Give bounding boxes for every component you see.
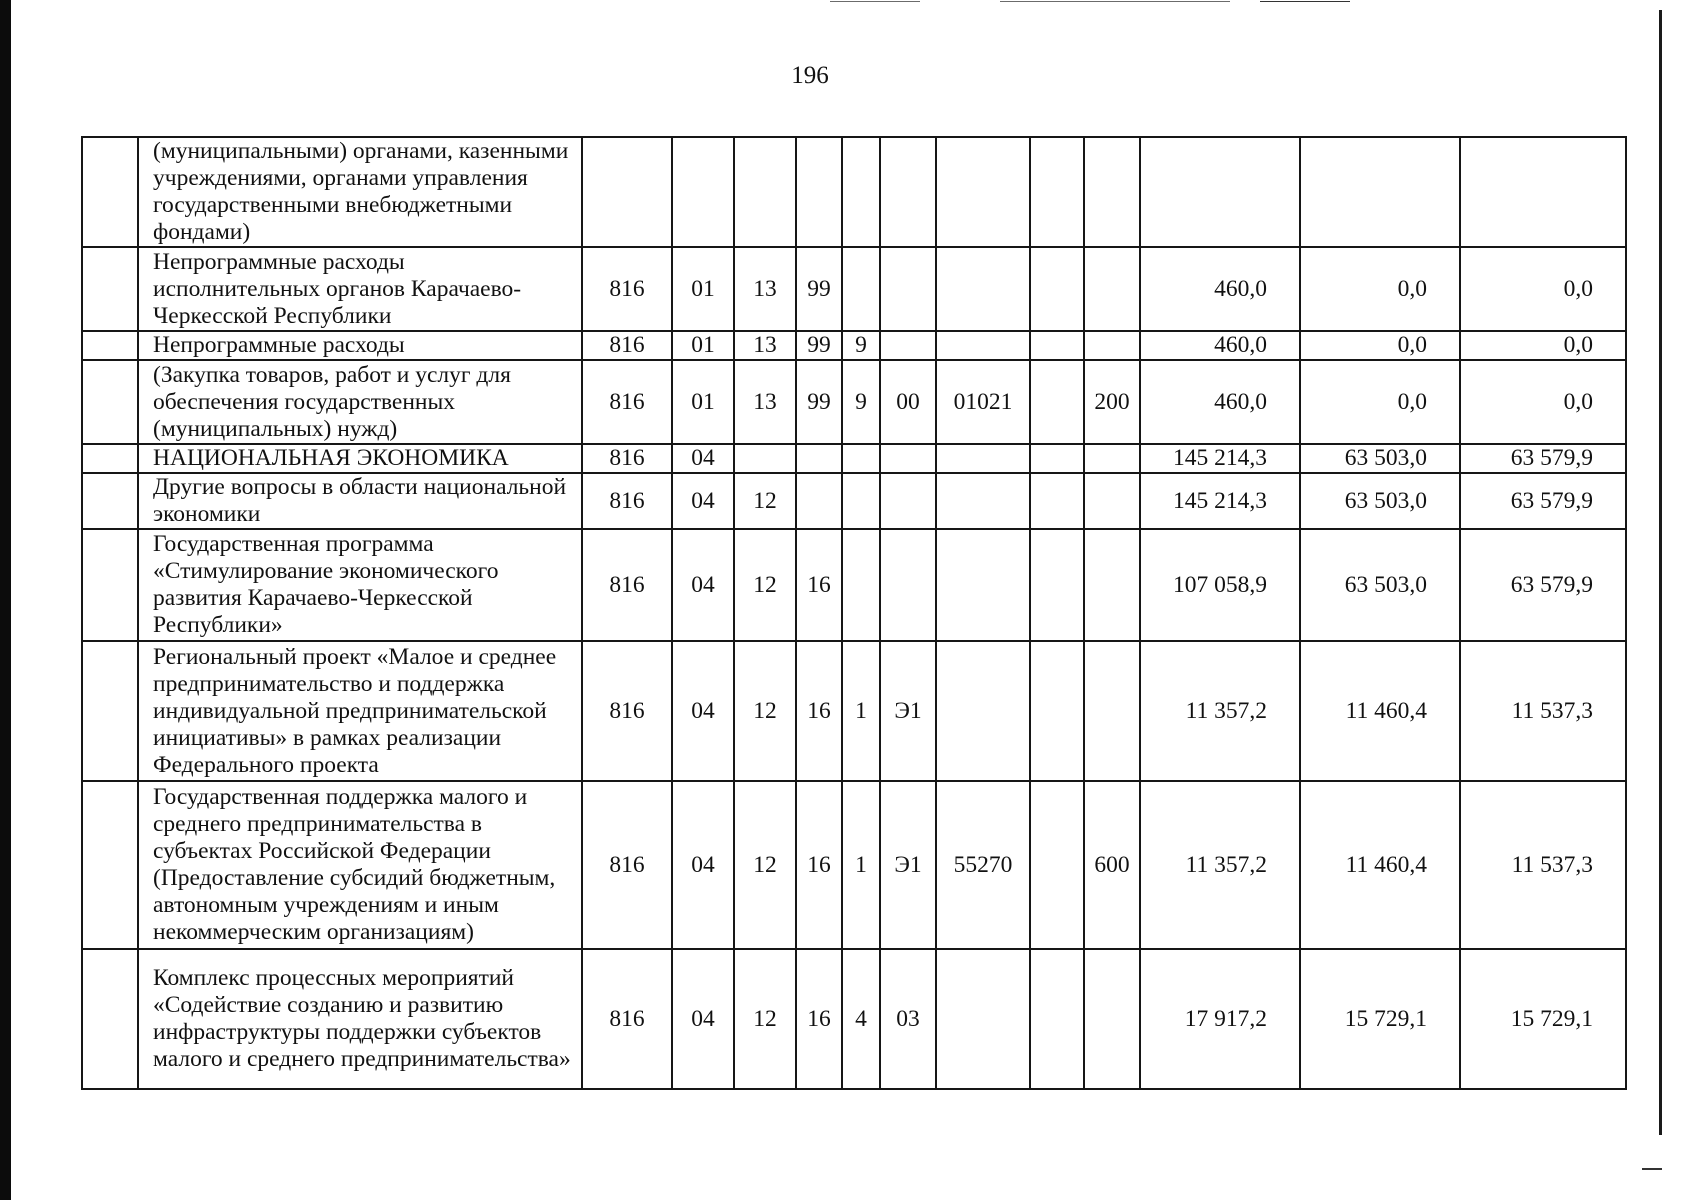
ministry-code: 816 xyxy=(582,360,672,444)
amount-year-3: 15 729,1 xyxy=(1460,949,1626,1089)
expense-name: (муниципальными) органами, казенными учреждениями, органами управления государственными внебюджетными фондами) xyxy=(138,137,582,247)
table-row xyxy=(82,949,1626,1089)
amount-year-1: 17 917,2 xyxy=(1140,949,1300,1089)
amount-year-1: 460,0 xyxy=(1140,331,1300,360)
program-code: 99 xyxy=(796,331,842,360)
item-code: 00 xyxy=(880,360,936,444)
table-row xyxy=(82,781,1626,949)
subprogram-code: 1 xyxy=(842,781,880,949)
subsection-code: 13 xyxy=(734,331,796,360)
blank-code xyxy=(1030,529,1084,641)
ministry-code xyxy=(582,137,672,247)
direction-code xyxy=(936,641,1030,781)
subprogram-code: 9 xyxy=(842,331,880,360)
row-number-cell xyxy=(82,247,138,331)
amount-year-1: 145 214,3 xyxy=(1140,444,1300,473)
item-code xyxy=(880,529,936,641)
expense-type-code xyxy=(1084,949,1140,1089)
ministry-code: 816 xyxy=(582,949,672,1089)
section-code: 04 xyxy=(672,473,734,529)
amount-year-3: 63 579,9 xyxy=(1460,529,1626,641)
row-number-cell xyxy=(82,641,138,781)
blank-code xyxy=(1030,137,1084,247)
subsection-code: 12 xyxy=(734,781,796,949)
expense-name: Региональный проект «Малое и среднее предпринимательство и поддержка индивидуальной предпринимательской инициативы» в рамках реализации Федерального проекта xyxy=(138,641,582,781)
row-number-cell xyxy=(82,949,138,1089)
program-code xyxy=(796,473,842,529)
section-code: 01 xyxy=(672,360,734,444)
direction-code xyxy=(936,473,1030,529)
expense-type-code: 600 xyxy=(1084,781,1140,949)
subprogram-code xyxy=(842,473,880,529)
blank-code xyxy=(1030,641,1084,781)
amount-year-2: 15 729,1 xyxy=(1300,949,1460,1089)
item-code xyxy=(880,331,936,360)
amount-year-1: 145 214,3 xyxy=(1140,473,1300,529)
row-number-cell xyxy=(82,444,138,473)
expense-name: НАЦИОНАЛЬНАЯ ЭКОНОМИКА xyxy=(138,444,582,473)
table-row xyxy=(82,529,1626,641)
program-code: 16 xyxy=(796,641,842,781)
table-row xyxy=(82,360,1626,444)
expense-name: Государственная программа «Стимулирование экономического развития Карачаево-Черкесской Республики» xyxy=(138,529,582,641)
expense-name: Государственная поддержка малого и среднего предпринимательства в субъектах Российской Федерации (Предоставление субсидий бюджетным, автономным учреждениям и иным некоммерческим организациям) xyxy=(138,781,582,949)
amount-year-3: 63 579,9 xyxy=(1460,473,1626,529)
blank-code xyxy=(1030,360,1084,444)
amount-year-1 xyxy=(1140,137,1300,247)
expense-type-code xyxy=(1084,529,1140,641)
amount-year-3: 11 537,3 xyxy=(1460,781,1626,949)
expense-type-code xyxy=(1084,331,1140,360)
expense-type-code xyxy=(1084,444,1140,473)
subprogram-code xyxy=(842,137,880,247)
table-row xyxy=(82,137,1626,247)
amount-year-2: 63 503,0 xyxy=(1300,444,1460,473)
scan-right-edge xyxy=(1659,10,1662,1135)
amount-year-1: 460,0 xyxy=(1140,247,1300,331)
program-code: 99 xyxy=(796,360,842,444)
amount-year-2: 11 460,4 xyxy=(1300,641,1460,781)
section-code: 01 xyxy=(672,247,734,331)
item-code xyxy=(880,473,936,529)
section-code: 04 xyxy=(672,949,734,1089)
direction-code xyxy=(936,331,1030,360)
direction-code xyxy=(936,444,1030,473)
expense-name: (Закупка товаров, работ и услуг для обеспечения государственных (муниципальных) нужд) xyxy=(138,360,582,444)
expense-type-code xyxy=(1084,641,1140,781)
direction-code xyxy=(936,949,1030,1089)
subprogram-code: 1 xyxy=(842,641,880,781)
row-number-cell xyxy=(82,331,138,360)
amount-year-3: 63 579,9 xyxy=(1460,444,1626,473)
amount-year-2: 0,0 xyxy=(1300,360,1460,444)
ministry-code: 816 xyxy=(582,444,672,473)
blank-code xyxy=(1030,331,1084,360)
subprogram-code xyxy=(842,444,880,473)
subsection-code: 13 xyxy=(734,360,796,444)
row-number-cell xyxy=(82,529,138,641)
section-code: 04 xyxy=(672,781,734,949)
program-code: 16 xyxy=(796,529,842,641)
table-row xyxy=(82,331,1626,360)
row-number-cell xyxy=(82,137,138,247)
amount-year-1: 11 357,2 xyxy=(1140,781,1300,949)
scan-artifact xyxy=(1000,1,1230,2)
amount-year-2: 63 503,0 xyxy=(1300,473,1460,529)
blank-code xyxy=(1030,949,1084,1089)
ministry-code: 816 xyxy=(582,247,672,331)
program-code: 16 xyxy=(796,781,842,949)
item-code: Э1 xyxy=(880,641,936,781)
amount-year-1: 460,0 xyxy=(1140,360,1300,444)
subsection-code xyxy=(734,444,796,473)
section-code: 04 xyxy=(672,641,734,781)
ministry-code: 816 xyxy=(582,331,672,360)
direction-code xyxy=(936,529,1030,641)
scan-artifact xyxy=(1260,1,1350,2)
expense-type-code xyxy=(1084,137,1140,247)
blank-code xyxy=(1030,781,1084,949)
blank-code xyxy=(1030,444,1084,473)
scan-left-edge xyxy=(0,0,11,1200)
amount-year-2: 0,0 xyxy=(1300,247,1460,331)
blank-code xyxy=(1030,247,1084,331)
program-code xyxy=(796,444,842,473)
direction-code: 55270 xyxy=(936,781,1030,949)
section-code: 04 xyxy=(672,444,734,473)
page-number: 196 xyxy=(791,62,829,89)
subsection-code: 13 xyxy=(734,247,796,331)
row-number-cell xyxy=(82,360,138,444)
amount-year-1: 11 357,2 xyxy=(1140,641,1300,781)
ministry-code: 816 xyxy=(582,781,672,949)
item-code xyxy=(880,444,936,473)
section-code: 01 xyxy=(672,331,734,360)
direction-code xyxy=(936,137,1030,247)
program-code: 16 xyxy=(796,949,842,1089)
section-code: 04 xyxy=(672,529,734,641)
expense-type-code xyxy=(1084,473,1140,529)
ministry-code: 816 xyxy=(582,473,672,529)
expense-name: Непрограммные расходы xyxy=(138,331,582,360)
section-code xyxy=(672,137,734,247)
item-code xyxy=(880,137,936,247)
subprogram-code xyxy=(842,247,880,331)
budget-table xyxy=(81,136,1627,1090)
subsection-code: 12 xyxy=(734,949,796,1089)
amount-year-3: 0,0 xyxy=(1460,331,1626,360)
subprogram-code: 4 xyxy=(842,949,880,1089)
amount-year-3: 11 537,3 xyxy=(1460,641,1626,781)
table-row xyxy=(82,641,1626,781)
row-number-cell xyxy=(82,781,138,949)
subsection-code xyxy=(734,137,796,247)
subsection-code: 12 xyxy=(734,641,796,781)
amount-year-3 xyxy=(1460,137,1626,247)
amount-year-2: 63 503,0 xyxy=(1300,529,1460,641)
row-number-cell xyxy=(82,473,138,529)
amount-year-2: 0,0 xyxy=(1300,331,1460,360)
subsection-code: 12 xyxy=(734,529,796,641)
item-code xyxy=(880,247,936,331)
amount-year-2 xyxy=(1300,137,1460,247)
amount-year-1: 107 058,9 xyxy=(1140,529,1300,641)
amount-year-3: 0,0 xyxy=(1460,360,1626,444)
table-row xyxy=(82,247,1626,331)
item-code: Э1 xyxy=(880,781,936,949)
scan-edge-mark xyxy=(1642,1168,1662,1170)
expense-name: Комплекс процессных мероприятий «Содействие созданию и развитию инфраструктуры поддержки субъектов малого и среднего предпринимательства» xyxy=(138,949,582,1089)
amount-year-3: 0,0 xyxy=(1460,247,1626,331)
direction-code xyxy=(936,247,1030,331)
subprogram-code: 9 xyxy=(842,360,880,444)
table-row xyxy=(82,473,1626,529)
subsection-code: 12 xyxy=(734,473,796,529)
expense-type-code: 200 xyxy=(1084,360,1140,444)
expense-name: Непрограммные расходы исполнительных органов Карачаево-Черкесской Республики xyxy=(138,247,582,331)
expense-type-code xyxy=(1084,247,1140,331)
program-code: 99 xyxy=(796,247,842,331)
blank-code xyxy=(1030,473,1084,529)
ministry-code: 816 xyxy=(582,529,672,641)
item-code: 03 xyxy=(880,949,936,1089)
program-code xyxy=(796,137,842,247)
direction-code: 01021 xyxy=(936,360,1030,444)
amount-year-2: 11 460,4 xyxy=(1300,781,1460,949)
scan-artifact xyxy=(830,1,920,2)
subprogram-code xyxy=(842,529,880,641)
expense-name: Другие вопросы в области национальной экономики xyxy=(138,473,582,529)
table-row xyxy=(82,444,1626,473)
ministry-code: 816 xyxy=(582,641,672,781)
